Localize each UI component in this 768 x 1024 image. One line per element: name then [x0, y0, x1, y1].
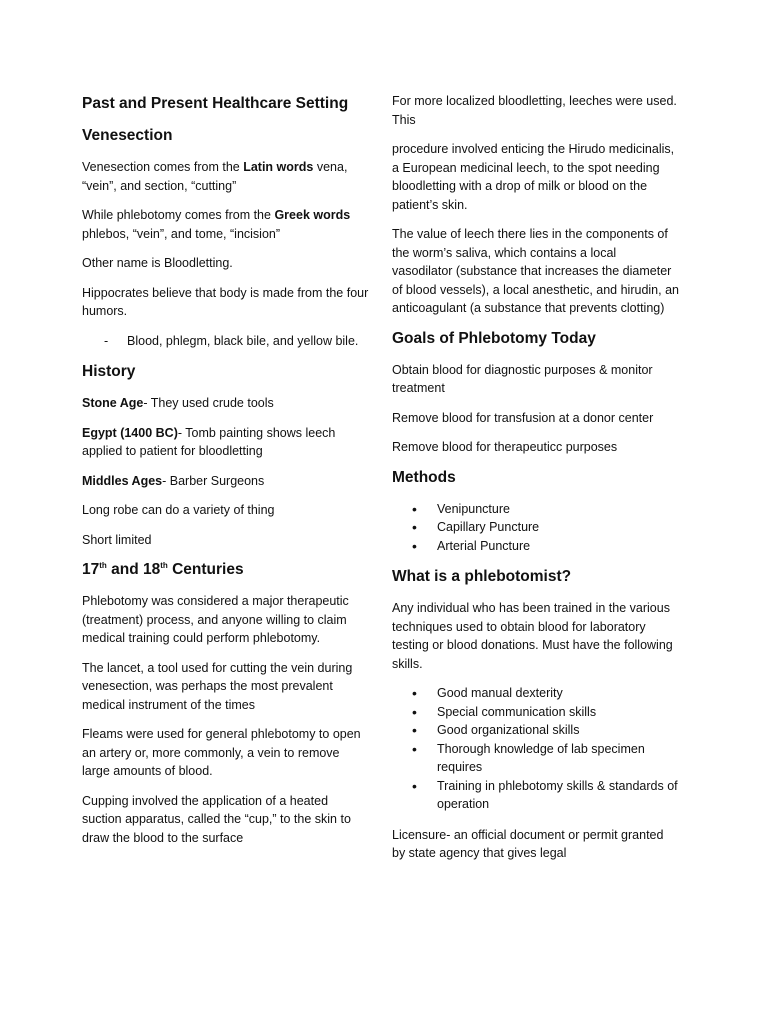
list-item — [392, 703, 680, 722]
middle-ages-bold: Middles Ages — [82, 473, 163, 488]
phlebotomy-origin-paragraph — [82, 206, 370, 243]
list-item-text: Blood, phlegm, black bile, and yellow bile. — [127, 333, 359, 348]
methods-heading: Methods — [392, 468, 456, 486]
list-item-text: Arterial Puncture — [437, 538, 531, 553]
history-heading: History — [82, 363, 136, 380]
left-column — [82, 88, 370, 858]
long-robe-paragraph: Long robe can do a variety of thing — [82, 503, 275, 517]
skills-list — [392, 684, 680, 814]
list-item — [392, 684, 680, 703]
list-item-text: Thorough knowledge of lab specimen requires — [437, 741, 645, 774]
centuries-heading — [82, 560, 370, 580]
list-item — [392, 500, 680, 519]
bullet-marker: • — [412, 722, 417, 738]
egypt-paragraph — [82, 424, 370, 461]
licensure-paragraph: Licensure- an official document or permit granted by state agency that gives legal — [392, 827, 664, 860]
phlebotomy-text-rest: phlebos, “vein”, and tome, “incision” — [82, 226, 281, 241]
centuries-word: Centuries — [167, 561, 244, 578]
list-item — [392, 518, 680, 537]
hippocrates-paragraph: Hippocrates believe that body is made from the four humors. — [82, 285, 369, 318]
cupping-paragraph: Cupping involved the application of a heated suction apparatus, called the “cup,” to the skin to draw the blood to the surface — [82, 793, 351, 845]
venesection-paragraph — [82, 158, 370, 195]
phlebotomy-text: While phlebotomy comes from the — [82, 208, 275, 222]
egypt-bold: Egypt (1400 BC) — [82, 425, 178, 440]
procedure-paragraph: procedure involved enticing the Hirudo medicinalis, a European medicinal leech, to the spot needing bloodletting with a drop of milk or blood on the patient’s skin. — [392, 142, 675, 212]
venesection-text-rest: vena, “vein”, and section, “cutting” — [82, 160, 348, 193]
bullet-marker: • — [412, 777, 417, 794]
list-item-text: Training in phlebotomy skills & standards of operation — [437, 778, 678, 811]
humors-list — [82, 332, 370, 351]
venesection-heading: Venesection — [82, 127, 173, 144]
leeches-paragraph: For more localized bloodletting, leeches were used. This — [392, 94, 677, 127]
bullet-marker: • — [412, 537, 417, 554]
leech-value-paragraph: The value of leech there lies in the components of the worm’s saliva, which contains a local vasodilator (substance that increases the diameter of blood vessels), a local anesthetic, and hirudin, an anticoagulant (a substance that prevents clotting) — [392, 227, 679, 315]
list-item — [392, 740, 680, 777]
centuries-sup-18: th — [160, 560, 168, 570]
greek-words-bold: Greek words — [274, 208, 351, 222]
middle-ages-paragraph — [82, 472, 370, 491]
list-item-text: Good organizational skills — [437, 723, 580, 737]
stone-age-paragraph — [82, 394, 370, 413]
latin-words-bold: Latin words — [243, 160, 314, 174]
list-item-text: Good manual dexterity — [437, 686, 563, 700]
middle-ages-text: - Barber Surgeons — [162, 473, 265, 488]
list-item-text: Capillary Puncture — [437, 520, 540, 534]
list-item — [392, 777, 680, 814]
right-column — [392, 92, 680, 874]
goals-heading: Goals of Phlebotomy Today — [392, 329, 596, 347]
bullet-marker: • — [412, 740, 417, 757]
bullet-marker: • — [412, 519, 417, 535]
goal-transfusion: Remove blood for transfusion at a donor center — [392, 410, 654, 425]
phlebotomist-heading: What is a phlebotomist? — [392, 568, 572, 585]
short-limited-paragraph: Short limited — [82, 532, 152, 547]
bullet-marker: • — [412, 685, 417, 701]
stone-age-text: - They used crude tools — [143, 396, 274, 410]
bullet-marker: • — [412, 500, 417, 517]
goal-therapeutic: Remove blood for therapeuticc purposes — [392, 440, 618, 454]
individual-paragraph: Any individual who has been trained in the various techniques used to obtain blood for laboratory testing or blood donations. Must have the following skills. — [392, 601, 673, 671]
goal-diagnostic: Obtain blood for diagnostic purposes & monitor treatment — [392, 362, 653, 395]
dash-marker: - — [104, 333, 109, 348]
list-item-text: Venipuncture — [437, 501, 510, 516]
list-item — [392, 721, 680, 740]
egypt-text: - Tomb painting shows leech applied to patient for bloodletting — [82, 425, 336, 458]
fleams-paragraph: Fleams were used for general phlebotomy to open an artery or, more commonly, a vein to remove large amounts of blood. — [82, 727, 361, 778]
methods-list — [392, 500, 680, 556]
major-process-paragraph: Phlebotomy was considered a major therapeutic (treatment) process, and anyone willing to claim medical training could perform phlebotomy. — [82, 594, 349, 645]
page-title: Past and Present Healthcare Setting — [82, 95, 349, 112]
centuries-17: 17 — [82, 561, 100, 578]
other-name-paragraph: Other name is Bloodletting. — [82, 256, 233, 270]
list-item — [392, 537, 680, 556]
stone-age-bold: Stone Age — [82, 396, 144, 410]
lancet-paragraph: The lancet, a tool used for cutting the vein during venesection, was perhaps the most prevalent medical instrument of the times — [82, 660, 353, 712]
venesection-text: Venesection comes from the — [82, 160, 244, 174]
centuries-18: and 18 — [106, 561, 161, 578]
list-item-text: Special communication skills — [437, 704, 597, 719]
list-item — [82, 332, 370, 351]
centuries-sup-17: th — [99, 560, 107, 570]
bullet-marker: • — [412, 703, 417, 720]
